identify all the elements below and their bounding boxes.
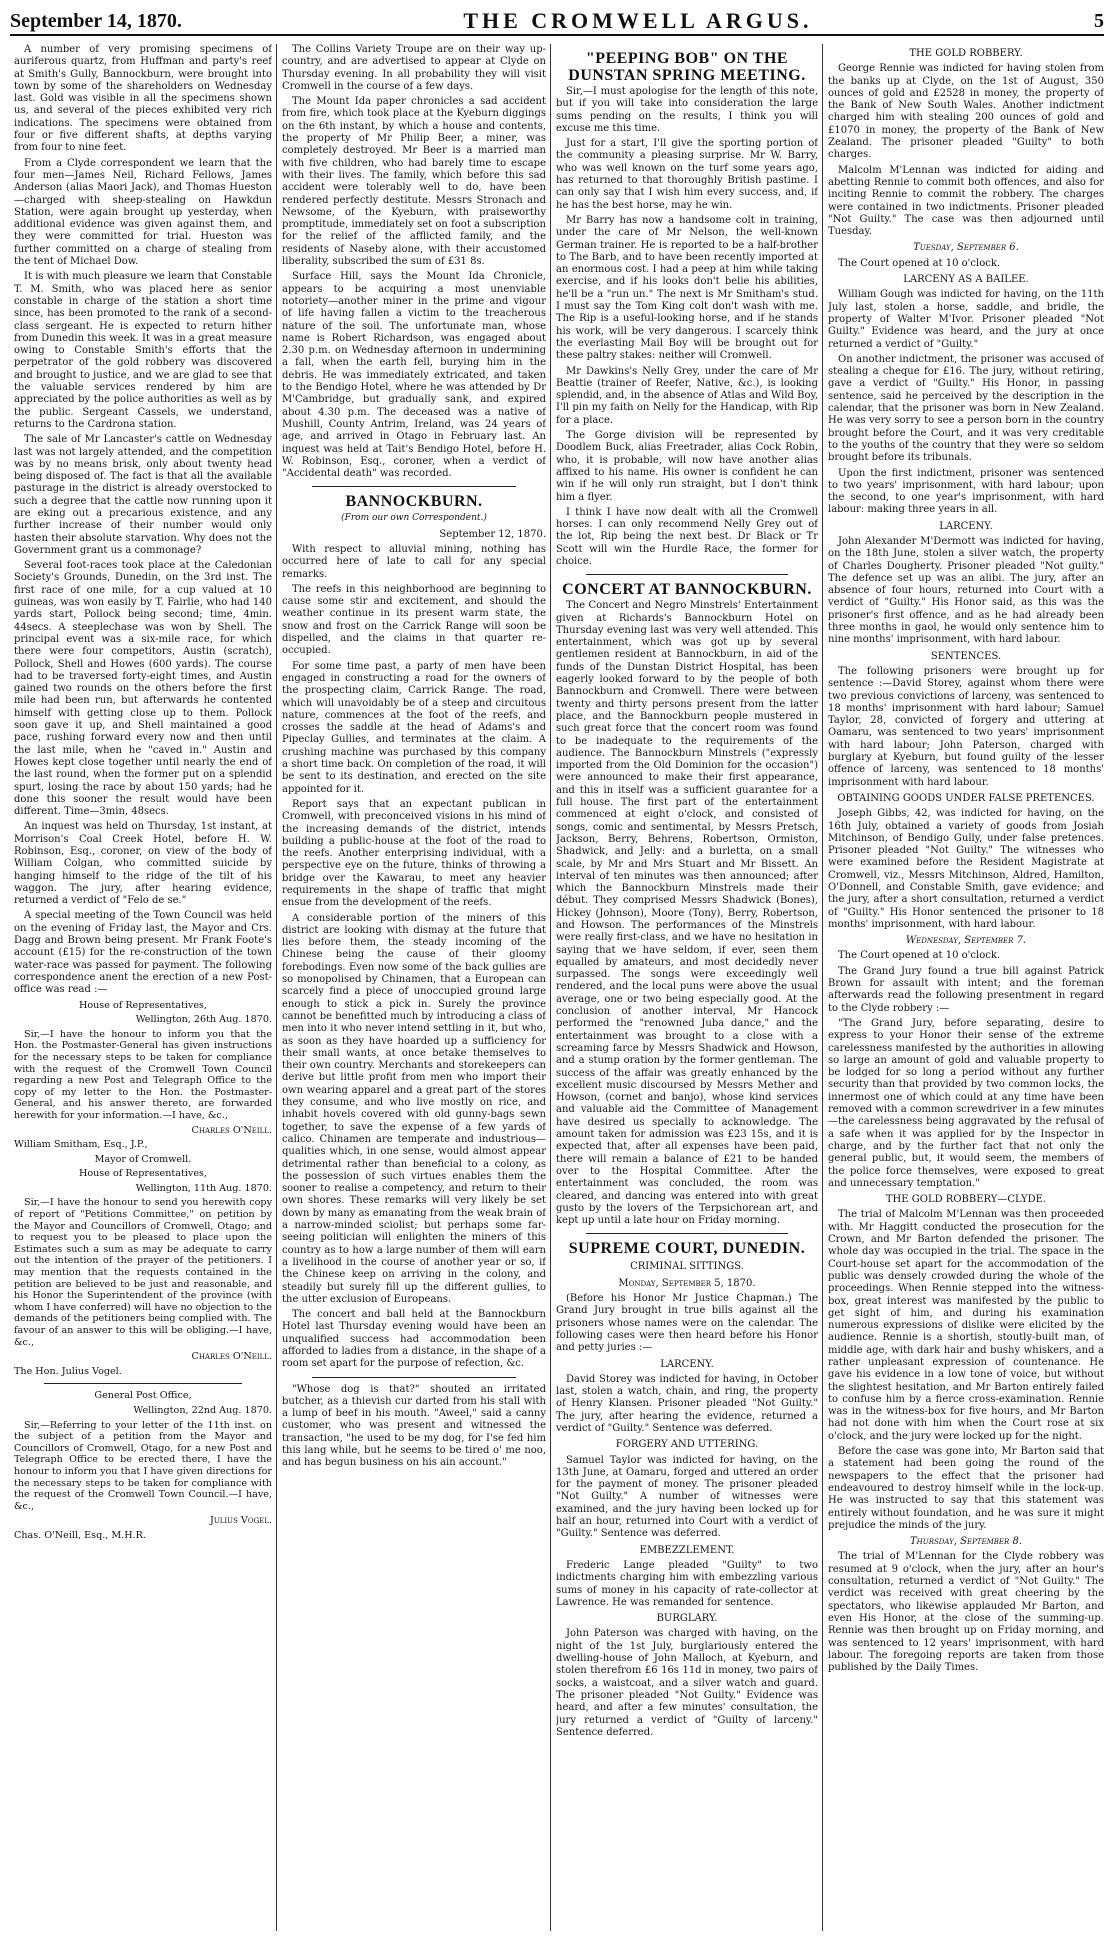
letter-date: Wellington, 22nd Aug. 1870. <box>133 1404 272 1416</box>
news-paragraph: I think I have now dealt with all the Cromwell horses. I can only recommend Nelly Grey out of the lot, Rip being the next best. Dr Black or Tr Scott will win the Hurdle Race, the former for choice. <box>556 506 818 567</box>
section-subheading: OBTAINING GOODS UNDER FALSE PRETENCES. <box>837 792 1095 804</box>
section-subheading: FORGERY AND UTTERING. <box>615 1439 759 1451</box>
page-number: 5 <box>1094 9 1104 32</box>
section-date: Wednesday, September 7. <box>905 935 1027 947</box>
section-date: Monday, September 5, 1870. <box>618 1277 756 1289</box>
letter-3 <box>14 1390 272 1541</box>
letter-2 <box>14 1168 272 1377</box>
news-paragraph: Samuel Taylor was indicted for having, on the 13th June, at Oamaru, forged and uttered an order for the payment of money. The prisoner pleaded "Not Guilty." A number of witnesses were examined, and the jury having been locked up for half an hour, returned into Court with a verdict of "Guilty." Sentence was deferred. <box>556 1454 818 1540</box>
masthead <box>10 8 1104 36</box>
column-rule <box>822 44 823 1931</box>
section-subheading: THE GOLD ROBBERY. <box>909 48 1023 59</box>
news-paragraph: It is with much pleasure we learn that Constable T. M. Smith, who was placed here as senior constable in charge of the station a short time since, has been promoted to the rank of a second-class sergeant. He is expected to return hither from Dunedin this week. It was in a great measure owing to Constable Smith's efforts that the perpetrator of the gold robbery was discovered and brought to justice, and we are glad to see that the valuable services rendered by him are appreciated by the police authorities as well as by the public. Sergeant Cassels, we understand, returns to the Cardrona station. <box>14 271 272 430</box>
news-paragraph: John Paterson was charged with having, on the night of the 1st July, burglariously entered the dwelling-house of John Malloch, at Kyeburn, and stolen therefrom £6 16s 11d in money, two pairs of socks, a waistcoat, and a silver watch and guard. The prisoner pleaded "Not Guilty." Evidence was heard, and after a few minutes' consultation, the jury returned a verdict of "Guilty of larceny." Sentence deferred. <box>556 1628 818 1738</box>
column-rule <box>550 44 551 1931</box>
news-paragraph: George Rennie was indicted for having stolen from the banks up at Clyde, on the 1st of August, 350 ounces of gold and £2528 in money, the property of the Bank of New South Wales. Another indictment charged him with stealing 200 ounces of gold and £1070 in money, the property of the Bank of New Zealand. The prisoner pleaded "Guilty" to both charges. <box>828 63 1104 161</box>
news-paragraph: The Concert and Negro Minstrels' Entertainment given at Richards's Bannockburn Hotel on Thursday evening last was very well attended. This entertainment, which was got up by several gentlemen resident at Bannockburn, in aid of the funds of the Dunstan District Hospital, has been eagerly looked forward to by the people of both Bannockburn and Cromwell. There were between twenty and thirty persons present from the latter place, and the Bannockburn people mustered in such great force that the concert room was found to be inadequate to the requirements of the audience. The Bannockburn Minstrels ("expressly imported from the Old Dominion for the occasion") were announced to make their first appearance, and this in itself was a sufficient guarantee for a full house. The first part of the entertainment commenced at eight o'clock, and consisted of songs, comic and sentimental, by Messrs Pretsch, Jackson, Berry, Behrens, Robertson, Ormiston, Shadwick, and Jelly: and a burletta, on a small scale, by Mr and Mrs Stuart and Mr Bissett. An interval of ten minutes was then announced; after which the Bannockburn Minstrels made their début. They comprised Messrs Shadwick (Bones), Hickey (Johnson), Moore (Tony), Berry, Robertson, and Howson. The performances of the Minstrels were really first-class, and we have no hesitation in saying that we have seldom, if ever, seen them equalled by amateurs, and most decidedly never surpassed. The songs were exceedingly well rendered, and the local puns were above the usual average, one or two being especially good. At the conclusion of another interval, Mr Hancock performed the "renowned Juba dance," and the entertainment was brought to a close with a screaming farce by Messrs Shadwick and Howson, and a stump oration by the former gentleman. The success of the affair was greatly enhanced by the excellent music discoursed by Messrs Mether and Howson, (cornet and banjo), whose kind services and valuable aid the Committee of Management have desired us specially to acknowledge. The amount taken for admission was £23 15s, and it is expected that, after all expenses have been paid, there will remain a balance of £21 to be handed over to the Hospital Committee. After the entertainment was concluded, the room was cleared, and dancing was entered into with great gusto by the lovers of the Terpsichorean art, and kept up until a late hour on Friday morning. <box>556 600 818 1227</box>
news-paragraph: The trial of M'Lennan for the Clyde robbery was resumed at 9 o'clock, when the jury, after an hour's consultation, returned a verdict of "Not Guilty." The verdict was received with great cheering by the spectators, who likewise applauded Mr Barton, and even His Honor, at the close of the summing-up. Rennie was then brought up on Friday morning, and was sentenced to 12 years' imprisonment, with hard labour. The foregoing reports are taken from those published by the Daily Times. <box>828 1551 1104 1674</box>
letter-addressee: William Smitham, Esq., J.P., <box>14 1139 148 1151</box>
news-paragraph: The Grand Jury found a true bill against Patrick Brown for assault with intent; and the foreman afterwards read the following presentment in regard to the Clyde robbery :— <box>828 965 1104 1014</box>
divider <box>586 574 788 575</box>
section-date: Thursday, September 8. <box>910 1536 1022 1548</box>
section-subheading: EMBEZZLEMENT. <box>639 1544 735 1556</box>
news-paragraph: A special meeting of the Town Council was held on the evening of Friday last, the Mayor and Crs. Dagg and Brown being present. Mr Frank Foote's account (£15) for the re-construction of the town water-race was passed for payment. The following correspondence anent the erection of a new Post-office was read :— <box>14 910 272 996</box>
news-paragraph: The Collins Variety Troupe are on their way up-country, and are advertised to appear at Clyde on Thursday evening. In all probability they will visit Cromwell in the course of a few days. <box>282 44 546 92</box>
divider <box>44 1383 242 1384</box>
news-paragraph: For some time past, a party of men have been engaged in constructing a road for the owners of the prospecting claim, Carrick Range. The road, which will unavoidably be of a steep and circuitous nature, commences at the foot of the reefs, and crosses the saddle at the head of Adams's and Pipeclay Gullies, and terminates at the claim. A crushing machine was purchased by this company a short time back. On completion of the road, it will be sent to its destination, and erected on the site appointed for it. <box>282 660 546 795</box>
letter-addressee: The Hon. Julius Vogel. <box>14 1365 122 1377</box>
news-paragraph: The concert and ball held at the Bannockburn Hotel last Thursday evening would have been an unqualified success had accommodation been afforded to ladies from a distance, in the shape of a room set apart for the purpose of refection, &c. <box>282 1309 546 1370</box>
letter-heading: General Post Office, <box>94 1390 192 1402</box>
letter-body: Sir,—I have the honour to send you herewith copy of report of "Petitions Committee," on petition by the Mayor and Councillors of Cromwell, Otago; and to request you to be pleased to place upon the Estimates such a sum as may be adequate to carry out the intention of the prayer of the petitioners. I may mention that the requests contained in the petition are believed to be just and reasonable, and his Honor the Superintendent of the province (with whom I have conferred) will have no objection to the demands of the petitioners being complied with. The favour of an answer to this will be obliging.—I have, &c., <box>14 1197 272 1348</box>
divider <box>312 1377 516 1378</box>
letter-signature: Charles O'Neill. <box>191 1124 272 1136</box>
news-paragraph: The trial of Malcolm M'Lennan was then proceeded with. Mr Haggitt conducted the prosecution for the Crown, and Mr Barton defended the prisoner. The whole day was occupied in the trial. The space in the Court-house set apart for the accommodation of the public was densely crowded during the whole of the proceedings. When Rennie stepped into the witness-box, great interest was manifested by the public to get sight of him, and during his examination numerous expressions of dislike were elicited by the audience. Rennie is a shortish, stoutly-built man, of middle age, with dark hair and bushy whiskers, and a rather unpleasant expression of countenance. He gave his evidence in a low tone of voice, but without the slightest hesitation, and Mr Barton entirely failed to confuse him by a fierce cross-examination. Rennie was in the witness-box for five hours, and Mr Barton had not done with him when the Court rose at six o'clock, and the jury were locked up for the night. <box>828 1209 1104 1442</box>
news-paragraph: "Whose dog is that?" shouted an irritated butcher, as a thievish cur darted from his stall with a lump of beef in his mouth. "Aweel," said a canny customer, who was present and witnessed the transaction, "he used to be my dog, for I'se fed him this lang while, but he seems to be tired o' me noo, and has begun business on his ain account." <box>282 1383 546 1469</box>
news-paragraph: The Court opened at 10 o'clock. <box>838 950 1001 962</box>
section-subheading: BURGLARY. <box>656 1613 718 1625</box>
section-subheading: CRIMINAL SITTINGS. <box>630 1261 744 1273</box>
news-paragraph: David Storey was indicted for having, in October last, stolen a watch, chain, and ring, the property of Henry Klansen. Prisoner pleaded "Not Guilty." The jury, after hearing the evidence, returned a verdict of "Guilty." Sentence was deferred. <box>556 1373 818 1434</box>
news-paragraph: Mr Dawkins's Nelly Grey, under the care of Mr Beattie (trainer of Reefer, Native, &c.), is looking splendid, and, in the absence of Atlas and Wild Boy, I'll pin my faith on Nelly for the Handicap, with Rip for a place. <box>556 365 818 426</box>
news-paragraph: Joseph Gibbs, 42, was indicted for having, on the 16th July, obtained a variety of goods from Josiah Mitchinson, of Bendigo Gully, under false pretences. Prisoner pleaded "Not Guilty." The witnesses who were examined before the Resident Magistrate at Cromwell, viz., Messrs Mitchinson, Aldred, Hamilton, O'Donnell, and Constable Smith, gave evidence; and the jury, after a short consultation, returned a verdict of "Guilty." His Honor sentenced the prisoner to 18 months' imprisonment, with hard labour. <box>828 808 1104 930</box>
news-paragraph: Sir,—I must apologise for the length of this note, but if you will take into consideration the large sums pending on the results, I think you will excuse me this time. <box>556 86 818 134</box>
dateline: September 12, 1870. <box>439 528 546 540</box>
news-paragraph: On another indictment, the prisoner was accused of stealing a cheque for £16. The jury, without retiring, gave a verdict of "Guilty." His Honor, in passing sentence, said he perceived by the description in the calendar, that the prisoner was born in New Zealand. He was very sorry to see a person born in the country brought before the Court, and it was very creditable to the youths of the country that they were so seldom brought before its tribunals. <box>828 353 1104 464</box>
news-paragraph: Mr Barry has now a handsome colt in training, under the care of Mr Nelson, the well-known German trainer. He is reported to be a half-brother to The Barb, and to have been recently imported at an enormous cost. I had a peep at him while taking exercise, and if his looks don't belie his abilities, he'll be a "run un." The next is Mr Smitham's stud. I must say the Tom King colt don't wash with me. The Rip is a useful-looking horse, and if he stands his work, will be very dangerous. I scarcely think the everlasting Mail Boy will be brought out for these paltry stakes: neither will Cromwell. <box>556 214 818 362</box>
news-paragraph: The sale of Mr Lancaster's cattle on Wednesday last was not largely attended, and the competition was by no means brisk, only about twenty head being disposed of. The fact is that all the available pasturage in the district is already overstocked to such a degree that the cattle now running upon it are eking out a precarious existence, and any further increase of their number would only hasten their absolute starvation. Why does not the Government grant us a commonage? <box>14 434 272 556</box>
news-paragraph: The Gorge division will be represented by Doodlem Buck, alias Freetrader, alias Cock Robin, who, it is probable, will now have another alias affixed to his name. His owner is confident he can win if he will only run straight, but I don't think him a flyer. <box>556 430 818 503</box>
news-paragraph: The Court opened at 10 o'clock. <box>838 257 1001 269</box>
news-paragraph: A considerable portion of the miners of this district are looking with dismay at the future that lies before them, the steady incoming of the Chinese being the cause of their gloomy forebodings. Even now some of the back gullies are so monopolised by Chinamen, that a European can scarcely find a piece of unoccupied ground large enough to stick a pick in. Surely the province cannot be benefitted much by introducing a class of men into it who never intend settling in it, but who, as soon as they have hoarded up a sufficiency for their small wants, at once betake themselves to their own country. Merchants and storekeepers can derive but little profit from men who import their own wearing apparel and a great part of the stores they consume, and who live mostly on rice, and inhabit hovels covered with old gunny-bags sewn together, to save the expense of a few yards of calico. Chinamen are temperate and industrious—qualities which, in one sense, would almost appear detrimental rather than beneficial to a colony, as the possession of such virtues enables them the sooner to realise a competency, and return to their own shores. These remarks will very likely be set down by many as emanating from the weak brain of a narrow-minded sciolist; but perhaps some far-seeing politician will enlighten the miners of this country as to how a large number of them will earn a livelihood in the course of another year or so, if the Chinese keep on arriving in the colony, and steadily but surely fill up the different gullies, to the utter exclusion of Europeans. <box>282 912 546 1305</box>
divider <box>586 1233 788 1234</box>
letter-body: Sir,—I have the honour to inform you that the Hon. the Postmaster-General has given instructions for the necessary steps to be taken for compliance with the request of the Cromwell Town Council regarding a new Post and Telegraph Office to the copy of my letter to the Hon. the Postmaster-General, and his answer thereto, are forwarded herewith for your information.—I have, &c., <box>14 1028 272 1121</box>
issue-date: September 14, 1870. <box>10 9 182 32</box>
letter-signature: Julius Vogel. <box>210 1515 272 1527</box>
section-subheading: THE GOLD ROBBERY—CLYDE. <box>885 1194 1047 1206</box>
news-paragraph: An inquest was held on Thursday, 1st instant, at Morrison's Coal Creek Hotel, before H. W. Robinson, Esq., coroner, on view of the body of William Colgan, who committed suicide by hanging himself to the ridge of the tilt of his waggon. The jury, after hearing evidence, returned a verdict of "Felo de se." <box>14 821 272 907</box>
news-paragraph: Report says that an expectant publican in Cromwell, with preconceived visions in his mind of the increasing demands of the district, intends building a public-house at the foot of the road to the reefs. Another enterprising individual, with a perspective eye on the future, thinks of throwing a bridge over the Kawarau, to meet any heavier requirements in the shape of traffic that might ensue from the development of the reefs. <box>282 798 546 909</box>
newspaper-title: THE CROMWELL ARGUS. <box>463 8 813 33</box>
section-subheading: LARCENY. <box>939 520 993 532</box>
news-paragraph: (Before his Honor Mr Justice Chapman.) The Grand Jury brought in true bills against all the prisoners whose names were on the calendar. The following cases were then heard before his Honor and petty juries :— <box>556 1293 818 1354</box>
news-paragraph: From a Clyde correspondent we learn that the four men—James Neil, Richard Fellows, James Anderson (alias Maori Jack), and Thomas Hueston—charged with sheep-stealing on Hawkdun Station, were again brought up yesterday, when additional evidence was given against them, and they were committed for trial. Hueston was further committed on a charge of stealing from the tent of Michael Dow. <box>14 157 272 268</box>
letter-body: Sir,—Referring to your letter of the 11th inst. on the subject of a petition from the Mayor and Councillors of Cromwell, Otago, for a new Post and Telegraph Office to be erected there, I have the honour to inform you that I have given directions for the necessary steps to be taken for compliance with the request of the Cromwell Town Council.—I have, &c., <box>14 1419 272 1512</box>
news-paragraph: The Mount Ida paper chronicles a sad accident from fire, which took place at the Kyeburn diggings on the 6th instant, by which a house and contents, the property of Mr Philip Beer, a miner, was completely destroyed. Mr Beer is a married man with five children, who had barely time to escape with their lives. The family, which before this sad accident were tolerably well to do, have been rendered perfectly destitute. Messrs Stronach and Newsome, of the Kyeburn, with praiseworthy promptitude, immediately set on foot a subscription for the relief of the afflicted family, and the residents of Naseby alone, with their accustomed liberality, subscribed the sum of £31 8s. <box>282 96 546 268</box>
letter-signature: Charles O'Neill. <box>191 1351 272 1363</box>
section-subheading: LARCENY. <box>660 1358 714 1370</box>
peeping-bob-heading: "PEEPING BOB" ON THE DUNSTAN SPRING MEETING. <box>568 50 806 84</box>
news-paragraph: With respect to alluvial mining, nothing has occurred here of late to call for any special remarks. <box>282 543 546 580</box>
section-subheading: LARCENY AS A BAILEE. <box>903 274 1029 286</box>
column-4 <box>828 44 1104 1931</box>
news-paragraph: Surface Hill, says the Mount Ida Chronicle, appears to be acquiring a most unenviable notoriety—another miner in the prime and vigour of life having fallen a victim to the treacherous nature of the soil. The unfortunate man, whose name is Robert Richardson, was engaged about 2.30 p.m. on Wednesday afternoon in undermining a fall, when the earth fell, burying him in the debris. He was immediately extricated, and taken to the Bendigo Hotel, where he was attended by Dr M'Cambridge, but gradually sank, and expired about 4.30 p.m. The deceased was a native of Mushill, County Antrim, Ireland, was 24 years of age, and arrived in Otago in February last. An inquest was held at Tait's Bendigo Hotel, before H. W. Robinson, Esq., coroner, when a verdict of "Accidental death" was recorded. <box>282 271 546 480</box>
concert-heading: CONCERT AT BANNOCKBURN. <box>562 581 812 599</box>
news-paragraph: Malcolm M'Lennan was indicted for aiding and abetting Rennie to commit both offences, and also for inciting Rennie to commit the robbery. The charges were contained in two indictments. Prisoner pleaded "Not Guilty." The case was then adjourned until Tuesday. <box>828 164 1104 238</box>
column-1 <box>14 44 272 1931</box>
supreme-court-heading: SUPREME COURT, DUNEDIN. <box>568 1240 806 1258</box>
letter-1 <box>14 1000 272 1166</box>
letter-date: Wellington, 26th Aug. 1870. <box>135 1014 272 1026</box>
news-paragraph: Several foot-races took place at the Caledonian Society's Grounds, Dunedin, on the 3rd inst. The first race of one mile, for a cup valued at 10 guineas, was won easily by T. Fairlie, who had 140 yards start, Pollock being second; time, 4min. 44secs. A steeplechase was won by Shell. The principal event was a six-mile race, for which there were four competitors, Austin (scratch), Pollock, Shell and Howes (600 yards). The course had to be traversed forty-eight times, and Austin gained two rounds on the others before the first mile had been run, but afterwards he contented himself with getting close up to them. Pollock soon gave it up, and Shell maintained a good pace, rushing forward every now and then until the last mile, when he "caved in." Austin and Howes kept close together until nearly the end of the last round, when the former put on a splendid spurt, losing the race by about 150 yards; had he done this sooner the result would have been different. Time—3min, 48secs. <box>14 560 272 818</box>
correspondent-line: (From our own Correspondent.) <box>341 513 487 524</box>
news-paragraph: John Alexander M'Dermott was indicted for having, on the 18th June, stolen a silver watch, the property of Charles Dougherty. Prisoner pleaded "Not guilty." The defence set up was an alibi. The jury, after an absence of four hours, returned into Court with a verdict of "Guilty." His Honor said, as this was the prisoner's first offence, and as he had already been three months in gaol, he would only sentence him to nine months' imprisonment, with hard labour. <box>828 535 1104 646</box>
column-2 <box>282 44 546 1931</box>
news-paragraph: A number of very promising specimens of auriferous quartz, from Huffman and party's reef at Smith's Gully, Bannockburn, were brought into town by some of the shareholders on Wednesday last. Gold was visible in all the specimens shown us, and several of the pieces exhibited very rich indications. The specimens were obtained from four or five different shafts, at depths varying from four to nine feet. <box>14 44 272 154</box>
news-paragraph: "The Grand Jury, before separating, desire to express to your Honor their sense of the extreme carelessness manifested by the authorities in allowing so large an amount of gold and valuable property to be lodged for so long a period without any further security than that provided by two common locks, the innermost one of which could at any time have been removed with a common screwdriver in a few minutes—the carelessness being aggravated by the refusal of a safe when it was applied for by the Inspector in charge, and by the further fact that not only the general public, but, it would seem, the members of the police force themselves, were exposed to great and unnecessary temptation." <box>828 1017 1104 1189</box>
letter-heading: House of Representatives, <box>78 999 207 1011</box>
column-rule <box>276 44 277 1931</box>
letter-date: Wellington, 11th Aug. 1870. <box>135 1182 272 1194</box>
divider <box>312 486 516 487</box>
letter-addressee: Chas. O'Neill, Esq., M.H.R. <box>14 1529 146 1541</box>
news-paragraph: Before the case was gone into, Mr Barton said that a statement had been going the round of the newspapers to the effect that the prisoner had endeavoured to destroy himself while in the lock-up. He was instructed to say that this statement was entirely without foundation, and he was sure it might prejudice the minds of the jury. <box>828 1446 1104 1531</box>
bannockburn-heading: BANNOCKBURN. <box>345 493 483 511</box>
letter-heading: House of Representatives, <box>78 1168 207 1180</box>
section-date: Tuesday, September 6. <box>913 242 1019 254</box>
news-paragraph: The reefs in this neighborhood are beginning to cause some stir and excitement, and should the weather continue in its present warm state, the snow and frost on the Carrick Range will soon be dispelled, and the claims in that quarter re-occupied. <box>282 583 546 657</box>
news-paragraph: Upon the first indictment, prisoner was sentenced to two years' imprisonment, with hard labour; upon the second, to one year's imprisonment, with hard labour: making three years in all. <box>828 467 1104 516</box>
news-paragraph: Just for a start, I'll give the sporting portion of the community a pleasing surprise. Mr W. Barry, who was well known on the turf some years ago, has returned to that thoroughly British pastime. I can only say that I wish him every success, and, if he has the best horse, may he win. <box>556 138 818 211</box>
news-paragraph: William Gough was indicted for having, on the 11th July last, stolen a horse, saddle, and bridle, the property of Walter M'Ivor. Prisoner pleaded "Not Guilty." Evidence was heard, and the jury at once returned a verdict of "Guilty." <box>828 289 1104 350</box>
letter-addressee: Mayor of Cromwell. <box>94 1153 192 1165</box>
section-subheading: SENTENCES. <box>930 650 1002 662</box>
column-3 <box>556 44 818 1931</box>
news-paragraph: Frederic Lange pleaded "Guilty" to two indictments charging him with embezzling various sums of money in his capacity of rate-collector at Lawrence. He was remanded for sentence. <box>556 1559 818 1608</box>
news-paragraph: The following prisoners were brought up for sentence :—David Storey, against whom there were two previous convictions of larceny, was sentenced to 18 months' imprisonment with hard labour; Samuel Taylor, 28, convicted of forgery and uttering at Oamaru, was sentenced to two years' imprisonment with hard labour; John Paterson, charged with burglary at Kyeburn, but found guilty of the lesser offence of larceny, was sentenced to 18 months' imprisonment with hard labour. <box>828 665 1104 788</box>
